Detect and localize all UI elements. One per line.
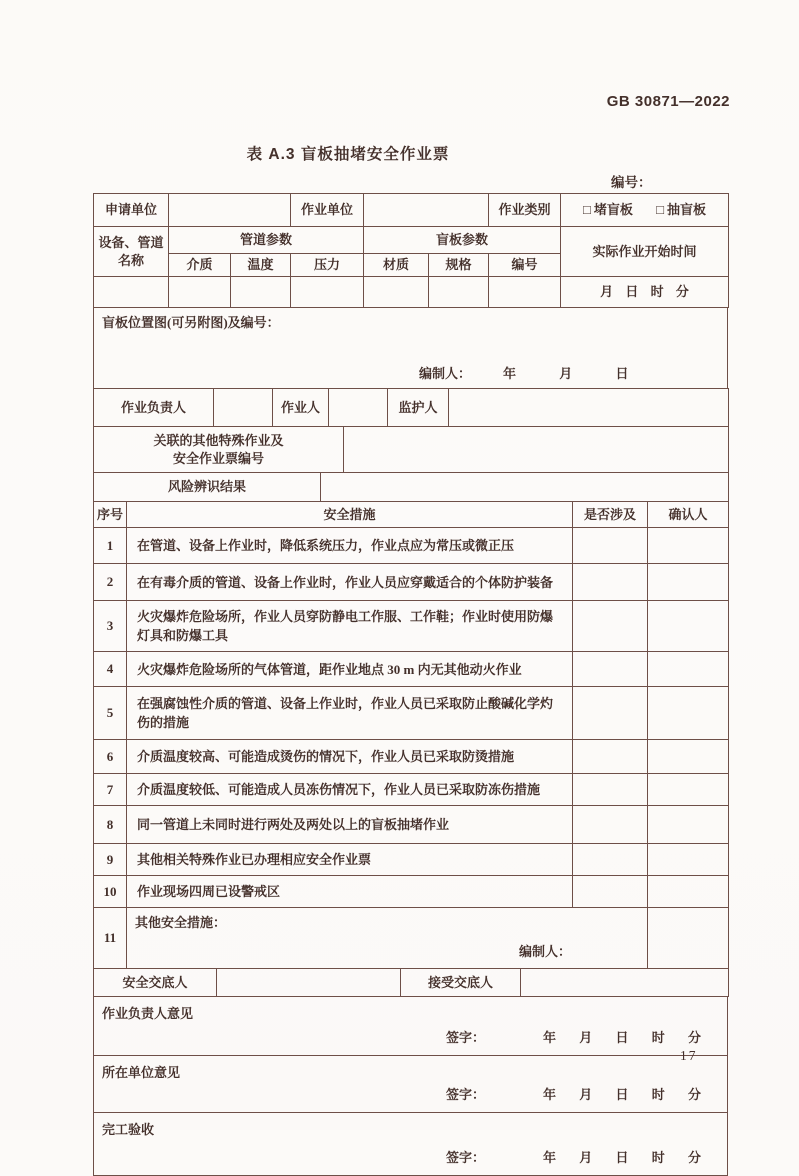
measure-confirm-cell: [648, 528, 729, 564]
measures-no-header: 序号: [94, 502, 127, 528]
measure-text: 在强腐蚀性介质的管道、设备上作业时，作业人员已采取防止酸碱化学灼伤的措施: [127, 687, 573, 740]
measure-text: 火灾爆炸危险场所的气体管道，距作业地点 30 m 内无其他动火作业: [127, 652, 573, 687]
signature-label: 签字：: [446, 1087, 486, 1102]
measure-no: 9: [94, 844, 127, 876]
form-header-table: [93, 193, 729, 308]
page-title: 表 A.3 盲板抽堵安全作业票: [246, 146, 450, 163]
measure-confirm-cell: [648, 876, 729, 908]
other-prepared-by-label: 编制人：: [519, 944, 572, 959]
measure-confirm-cell: [648, 844, 729, 876]
page-number: 17: [680, 1048, 698, 1063]
start-time-label: 实际作业开始时间: [561, 227, 729, 277]
measure-text: 在管道、设备上作业时，降低系统压力，作业点应为常压或微正压: [127, 528, 573, 564]
pipe-params-label: 管道参数: [169, 227, 364, 254]
measure-confirm-cell: [648, 806, 729, 844]
measure-text: 作业现场四周已设警戒区: [127, 876, 573, 908]
option-pull-blind-label: 抽盲板: [666, 202, 706, 217]
measures-confirm-header: 确认人: [648, 502, 729, 528]
briefing-receive-label: 接受交底人: [401, 969, 521, 997]
measure-text: 在有毒介质的管道、设备上作业时，作业人员应穿戴适合的个体防护装备: [127, 564, 573, 601]
position-diagram-table: [93, 307, 728, 389]
briefing-table: [93, 968, 729, 997]
prepared-date-placeholder: 年 月 日: [503, 366, 629, 381]
work-permit-form: [93, 193, 728, 1176]
pipe-medium-value: [169, 277, 231, 308]
measures-involved-header: 是否涉及: [573, 502, 648, 528]
related-work-value: [344, 427, 729, 473]
measure-confirm-cell: [648, 774, 729, 806]
work-unit-value: [364, 194, 489, 227]
option-plug-blind: [583, 202, 633, 217]
standard-code: GB 30871—2022: [606, 93, 730, 110]
measure-involved-cell: [573, 564, 648, 601]
position-diagram-label: 盲板位置图(可另附图)及编号：: [102, 315, 280, 330]
blind-params-label: 盲板参数: [364, 227, 561, 254]
responsible-value: [214, 389, 273, 427]
measure-text: 其他相关特殊作业已办理相应安全作业票: [127, 844, 573, 876]
risk-result-label: 风险辨识结果: [94, 473, 321, 502]
measure-no: 1: [94, 528, 127, 564]
blind-number-value: [489, 277, 561, 308]
completion-acceptance-cell: [94, 1113, 728, 1176]
measure-no: 11: [94, 908, 127, 969]
position-diagram-cell: [94, 308, 728, 389]
guardian-value: [449, 389, 729, 427]
measure-involved-cell: [573, 876, 648, 908]
pipe-medium-header: 介质: [169, 254, 231, 277]
signature-date-placeholder: 年 月 日 时 分: [543, 1030, 702, 1045]
measure-involved-cell: [573, 844, 648, 876]
signature-date-placeholder: 年 月 日 时 分: [543, 1087, 702, 1102]
apply-unit-value: [169, 194, 291, 227]
blind-material-header: 材质: [364, 254, 429, 277]
work-unit-label: 作业单位: [291, 194, 364, 227]
responsible-opinion-label: 作业负责人意见: [102, 1006, 194, 1021]
option-plug-blind-label: 堵盲板: [593, 202, 633, 217]
pipe-pressure-header: 压力: [291, 254, 364, 277]
blind-material-value: [364, 277, 429, 308]
measure-no: 7: [94, 774, 127, 806]
measure-no: 6: [94, 740, 127, 774]
briefing-give-label: 安全交底人: [94, 969, 217, 997]
signature-label: 签字：: [446, 1030, 486, 1045]
signoff-table: [93, 996, 728, 1176]
blind-spec-value: [429, 277, 489, 308]
blind-number-header: 编号: [489, 254, 561, 277]
option-pull-blind: [656, 202, 706, 217]
responsible-label: 作业负责人: [94, 389, 214, 427]
measure-confirm-cell: [648, 687, 729, 740]
safety-measures-table: [93, 501, 729, 969]
measure-confirm-cell: [648, 564, 729, 601]
measure-involved-cell: [573, 806, 648, 844]
signature-date-placeholder: 年 月 日 时 分: [543, 1150, 702, 1165]
measure-confirm-cell: [648, 652, 729, 687]
pipe-temp-value: [231, 277, 291, 308]
measure-involved-cell: [573, 774, 648, 806]
related-work-label: 关联的其他特殊作业及 安全作业票编号: [94, 427, 344, 473]
measure-no: 3: [94, 601, 127, 652]
briefing-receive-value: [521, 969, 729, 997]
other-measures-cell: [127, 908, 648, 969]
guardian-label: 监护人: [388, 389, 449, 427]
checkbox-icon: □: [656, 202, 664, 217]
people-table: [93, 388, 729, 427]
briefing-give-value: [217, 969, 401, 997]
measures-text-header: 安全措施: [127, 502, 573, 528]
risk-result-value: [321, 473, 729, 502]
measure-no: 10: [94, 876, 127, 908]
related-risk-table: [93, 426, 729, 502]
other-measures-label: 其他安全措施：: [135, 915, 227, 930]
measure-confirm-cell: [648, 740, 729, 774]
signature-label: 签字：: [446, 1150, 486, 1165]
apply-unit-label: 申请单位: [94, 194, 169, 227]
measure-text: 介质温度较高、可能造成烫伤的情况下，作业人员已采取防烫措施: [127, 740, 573, 774]
measure-text: 介质温度较低、可能造成人员冻伤情况下，作业人员已采取防冻伤措施: [127, 774, 573, 806]
pipe-pressure-value: [291, 277, 364, 308]
checkbox-icon: □: [583, 202, 591, 217]
prepared-by-label: 编制人：: [419, 366, 472, 381]
measure-no: 4: [94, 652, 127, 687]
measure-no: 8: [94, 806, 127, 844]
measure-involved-cell: [573, 652, 648, 687]
unit-opinion-label: 所在单位意见: [102, 1065, 181, 1080]
start-time-slots: 月 日 时 分: [561, 277, 729, 308]
completion-acceptance-label: 完工验收: [102, 1122, 155, 1137]
pipe-temp-header: 温度: [231, 254, 291, 277]
serial-number-label: 编号：: [611, 175, 652, 190]
measure-confirm-cell: [648, 601, 729, 652]
blind-spec-header: 规格: [429, 254, 489, 277]
measure-text: 同一管道上未同时进行两处及两处以上的盲板抽堵作业: [127, 806, 573, 844]
measure-text: 火灾爆炸危险场所，作业人员穿防静电工作服、工作鞋；作业时使用防爆灯具和防爆工具: [127, 601, 573, 652]
responsible-opinion-cell: [94, 997, 728, 1056]
measure-no: 5: [94, 687, 127, 740]
category-options: [561, 194, 729, 227]
worker-label: 作业人: [273, 389, 329, 427]
measure-involved-cell: [573, 687, 648, 740]
category-label: 作业类别: [489, 194, 561, 227]
unit-opinion-cell: [94, 1056, 728, 1113]
measure-involved-cell: [573, 740, 648, 774]
measure-confirm-cell: [648, 908, 729, 969]
measure-involved-cell: [573, 528, 648, 564]
measure-no: 2: [94, 564, 127, 601]
device-pipe-name-label: 设备、管道 名称: [94, 227, 169, 277]
measure-involved-cell: [573, 601, 648, 652]
worker-value: [329, 389, 388, 427]
device-name-value: [94, 277, 169, 308]
